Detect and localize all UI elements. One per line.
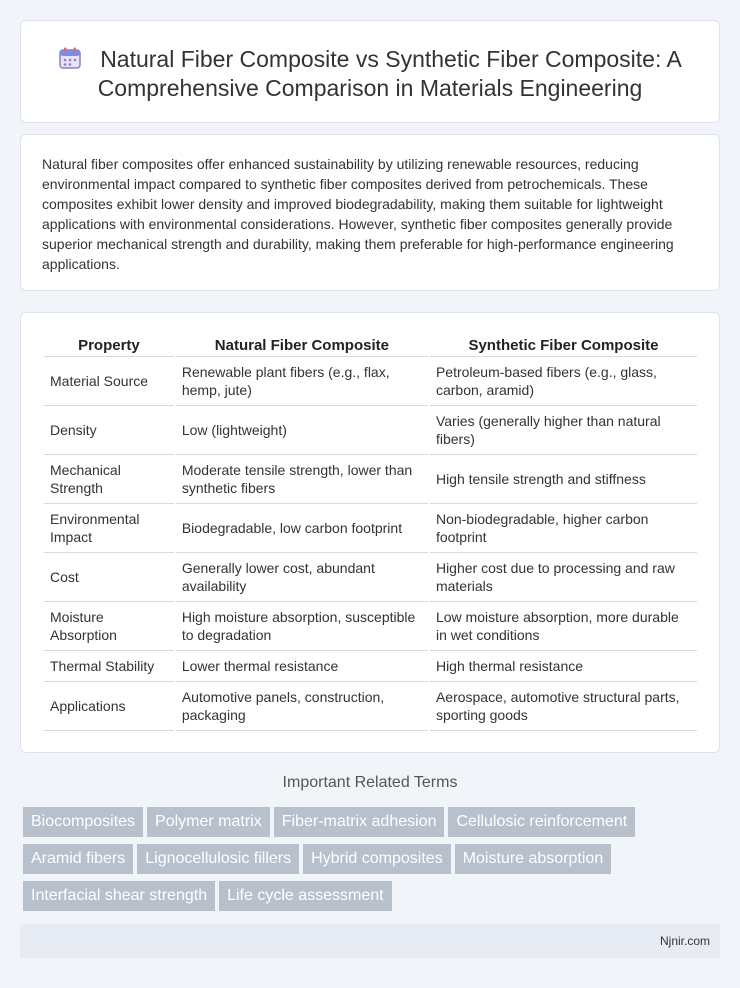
property-cell: Density xyxy=(44,406,174,455)
related-terms-list xyxy=(23,807,723,918)
property-cell: Applications xyxy=(44,682,174,731)
synthetic-cell: Aerospace, automotive structural parts, sporting goods xyxy=(430,682,697,731)
synthetic-cell: Varies (generally higher than natural fibers) xyxy=(430,406,697,455)
table-row xyxy=(44,553,697,602)
intro-card xyxy=(20,134,720,291)
natural-cell: Generally lower cost, abundant availability xyxy=(176,553,428,602)
comparison-table-card xyxy=(20,312,720,753)
table-row xyxy=(44,682,697,731)
natural-cell: Lower thermal resistance xyxy=(176,651,428,682)
tag-fiber-matrix-adhesion[interactable]: Fiber-matrix adhesion xyxy=(274,807,445,837)
comparison-table xyxy=(42,333,699,731)
natural-cell: Low (lightweight) xyxy=(176,406,428,455)
tag-hybrid-composites[interactable]: Hybrid composites xyxy=(303,844,451,874)
property-cell: Material Source xyxy=(44,357,174,406)
synthetic-cell: Petroleum-based fibers (e.g., glass, carbon, aramid) xyxy=(430,357,697,406)
tag-polymer-matrix[interactable]: Polymer matrix xyxy=(147,807,270,837)
natural-cell: Renewable plant fibers (e.g., flax, hemp, jute) xyxy=(176,357,428,406)
table-row xyxy=(44,406,697,455)
tag-moisture-absorption[interactable]: Moisture absorption xyxy=(455,844,612,874)
table-row xyxy=(44,504,697,553)
footer-site: Njnir.com xyxy=(659,934,710,948)
tag-row xyxy=(23,881,723,918)
property-cell: Environmental Impact xyxy=(44,504,174,553)
tag-lignocellulosic-fillers[interactable]: Lignocellulosic fillers xyxy=(137,844,299,874)
page-title-text: Natural Fiber Composite vs Synthetic Fiber Composite: A Comprehensive Comparison in Materials Engineering xyxy=(97,46,682,101)
tag-life-cycle-assessment[interactable]: Life cycle assessment xyxy=(219,881,392,911)
table-row xyxy=(44,651,697,682)
page-title xyxy=(21,45,719,103)
natural-cell: Moderate tensile strength, lower than synthetic fibers xyxy=(176,455,428,504)
synthetic-cell: High thermal resistance xyxy=(430,651,697,682)
synthetic-cell: Higher cost due to processing and raw materials xyxy=(430,553,697,602)
synthetic-cell: High tensile strength and stiffness xyxy=(430,455,697,504)
tag-aramid-fibers[interactable]: Aramid fibers xyxy=(23,844,133,874)
tag-cellulosic-reinforcement[interactable]: Cellulosic reinforcement xyxy=(448,807,635,837)
footer xyxy=(20,924,720,958)
table-header-row xyxy=(44,333,697,357)
header-natural: Natural Fiber Composite xyxy=(176,333,428,357)
table-row xyxy=(44,455,697,504)
intro-paragraph: Natural fiber composites offer enhanced sustainability by utilizing renewable resources, reducing environmental impact compared to synthetic fiber composites derived from petrochemicals. These composites exhibit lower density and improved biodegradability, making them suitable for lightweight applications with environmental considerations. However, synthetic fiber composites generally provide superior mechanical strength and durability, making them preferable for high-performance engineering applications. xyxy=(42,156,674,272)
tag-biocomposites[interactable]: Biocomposites xyxy=(23,807,143,837)
property-cell: Moisture Absorption xyxy=(44,602,174,651)
tag-row xyxy=(23,844,723,881)
synthetic-cell: Non-biodegradable, higher carbon footprint xyxy=(430,504,697,553)
header-property: Property xyxy=(44,333,174,357)
property-cell: Thermal Stability xyxy=(44,651,174,682)
natural-cell: Biodegradable, low carbon footprint xyxy=(176,504,428,553)
property-cell: Mechanical Strength xyxy=(44,455,174,504)
header-synthetic: Synthetic Fiber Composite xyxy=(430,333,697,357)
table-row xyxy=(44,602,697,651)
synthetic-cell: Low moisture absorption, more durable in wet conditions xyxy=(430,602,697,651)
table-row xyxy=(44,357,697,406)
related-terms-title: Important Related Terms xyxy=(282,774,458,791)
natural-cell: Automotive panels, construction, packaging xyxy=(176,682,428,731)
property-cell: Cost xyxy=(44,553,174,602)
natural-cell: High moisture absorption, susceptible to degradation xyxy=(176,602,428,651)
title-card xyxy=(20,20,720,123)
tag-interfacial-shear-strength[interactable]: Interfacial shear strength xyxy=(23,881,215,911)
tag-row xyxy=(23,807,723,844)
calendar-icon xyxy=(58,46,82,70)
